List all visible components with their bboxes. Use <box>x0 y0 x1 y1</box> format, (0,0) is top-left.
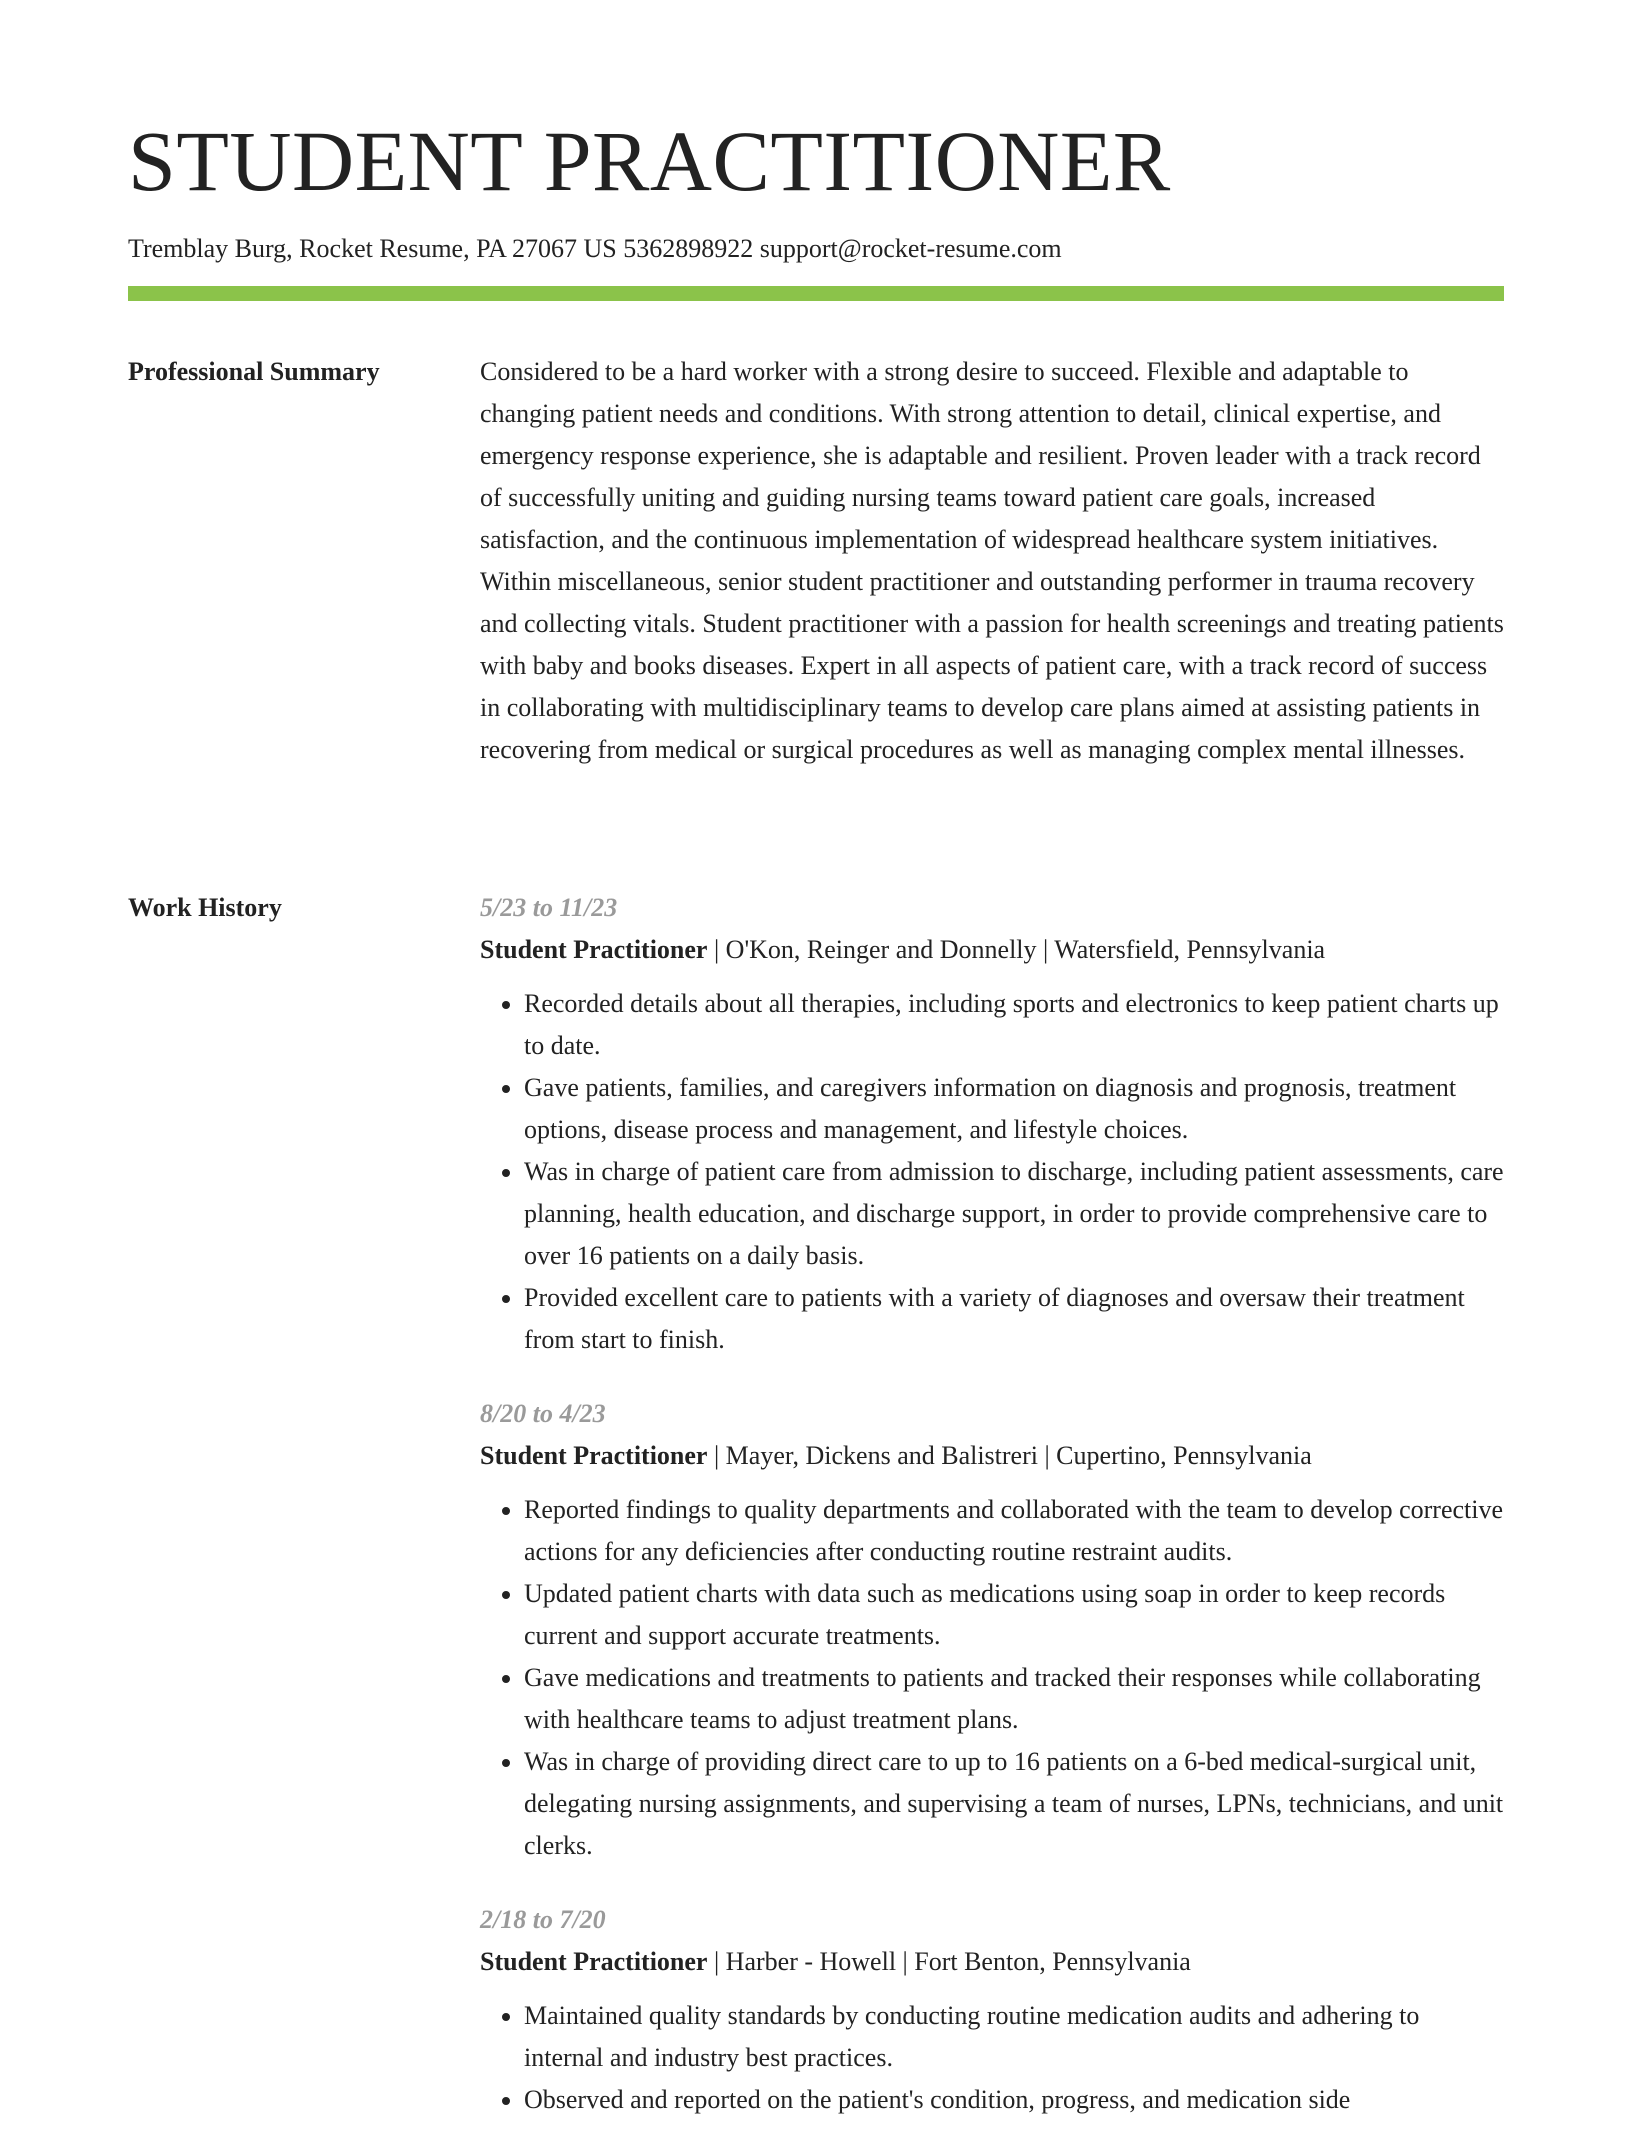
job-heading <box>480 1435 1504 1477</box>
job-bullet: • Gave medications and treatments to patients and tracked their responses while collaborating with healthcare teams to adjust treatment plans. <box>524 1657 1504 1741</box>
job-entry <box>480 887 1504 1361</box>
job-bullet-list <box>480 983 1504 1361</box>
job-bullet: • Reported findings to quality departments and collaborated with the team to develop corrective actions for any deficiencies after conducting routine restraint audits. <box>524 1489 1504 1573</box>
job-bullet: • Maintained quality standards by conducting routine medication audits and adhering to internal and industry best practices. <box>524 1995 1504 2079</box>
header-divider <box>128 286 1504 301</box>
summary-body <box>480 351 1504 771</box>
job-dates: 8/20 to 4/23 <box>480 1399 606 1428</box>
job-bullet-list <box>480 1489 1504 1867</box>
job-heading <box>480 1941 1504 1983</box>
job-bullet: • Recorded details about all therapies, including sports and electronics to keep patient charts up to date. <box>524 983 1504 1067</box>
summary-label: Professional Summary <box>128 357 380 386</box>
contact-line <box>128 231 1062 267</box>
contact-email: support@rocket-resume.com <box>759 234 1062 263</box>
job-bullet-list <box>480 1995 1504 2121</box>
job-bullet: • Observed and reported on the patient's condition, progress, and medication side <box>524 2079 1504 2121</box>
job-details: | Mayer, Dickens and Balistreri | Cupertino, Pennsylvania <box>707 1441 1312 1470</box>
job-details: | O'Kon, Reinger and Donnelly | Watersfield, Pennsylvania <box>707 935 1326 964</box>
job-bullet: • Updated patient charts with data such as medications using soap in order to keep records current and support accurate treatments. <box>524 1573 1504 1657</box>
job-title: Student Practitioner <box>480 1947 708 1976</box>
work-history-label: Work History <box>128 893 282 922</box>
job-bullet: • Was in charge of providing direct care to up to 16 patients on a 6-bed medical-surgical unit, delegating nursing assignments, and supervising a team of nurses, LPNs, technicians, and unit clerks. <box>524 1741 1504 1867</box>
contact-address: Tremblay Burg, Rocket Resume, PA 27067 US <box>128 234 617 263</box>
job-dates: 5/23 to 11/23 <box>480 893 618 922</box>
job-details: | Harber - Howell | Fort Benton, Pennsylvania <box>707 1947 1191 1976</box>
job-title: Student Practitioner <box>480 935 708 964</box>
job-entry <box>480 1899 1504 2121</box>
summary-text: Considered to be a hard worker with a strong desire to succeed. Flexible and adaptable to changing patient needs and conditions. With strong attention to detail, clinical expertise, and emergency response experience, she is adaptable and resilient. Proven leader with a track record of successfully uniting and guiding nursing teams toward patient care goals, increased satisfaction, and the continuous implementation of widespread healthcare system initiatives. Within miscellaneous, senior student practitioner and outstanding performer in trauma recovery and collecting vitals. Student practitioner with a passion for health screenings and treating patients with baby and books diseases. Expert in all aspects of patient care, with a track record of success in collaborating with multidisciplinary teams to develop care plans aimed at assisting patients in recovering from medical or surgical procedures as well as managing complex mental illnesses. <box>480 357 1504 764</box>
job-title: Student Practitioner <box>480 1441 708 1470</box>
job-dates: 2/18 to 7/20 <box>480 1905 606 1934</box>
job-bullet: • Gave patients, families, and caregivers information on diagnosis and prognosis, treatment options, disease process and management, and lifestyle choices. <box>524 1067 1504 1151</box>
job-bullet: • Provided excellent care to patients with a variety of diagnoses and oversaw their treatment from start to finish. <box>524 1277 1504 1361</box>
job-heading <box>480 929 1504 971</box>
work-history-body <box>480 887 1504 2153</box>
job-bullet: • Was in charge of patient care from admission to discharge, including patient assessments, care planning, health education, and discharge support, in order to provide comprehensive care to over 16 patients on a daily basis. <box>524 1151 1504 1277</box>
contact-phone: 5362898922 <box>623 234 754 263</box>
resume-name: STUDENT PRACTITIONER <box>128 113 1171 209</box>
job-entry <box>480 1393 1504 1867</box>
